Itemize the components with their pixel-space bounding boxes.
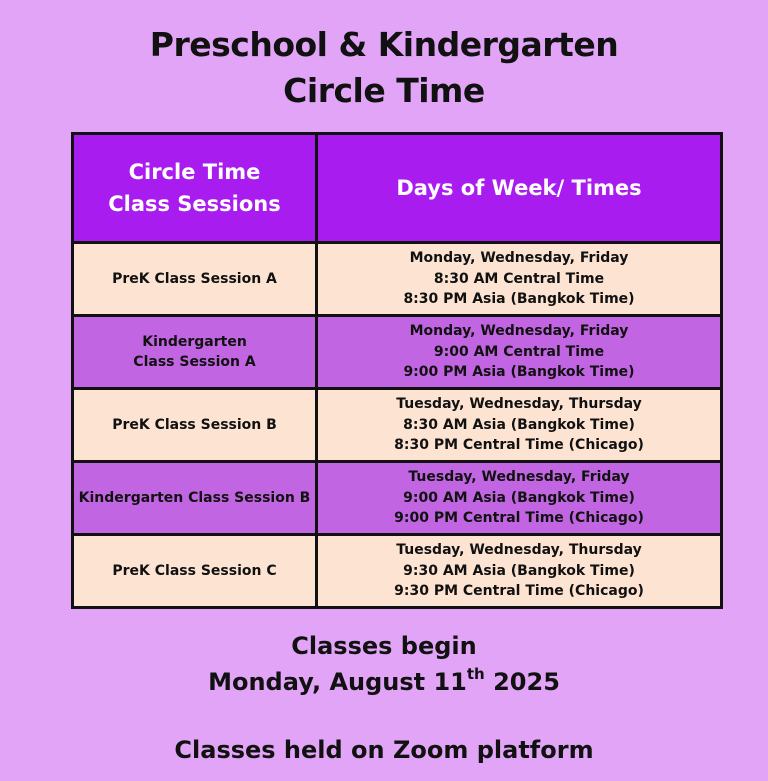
session-cell — [73, 462, 317, 535]
session-name: PreK Class Session A — [112, 270, 277, 287]
title-line-2: Circle Time — [283, 71, 485, 110]
session-days: Tuesday, Wednesday, Thursday — [396, 542, 642, 559]
title-line-1: Preschool & Kindergarten — [149, 25, 619, 64]
schedule-table — [71, 132, 723, 609]
session-name: Class Session A — [133, 354, 256, 370]
session-time: 9:00 AM Asia (Bangkok Time) — [403, 489, 635, 506]
session-cell — [73, 389, 317, 462]
session-time: 8:30 PM Central Time (Chicago) — [394, 437, 644, 454]
table-header-row — [73, 134, 722, 243]
session-days: Tuesday, Wednesday, Thursday — [396, 396, 642, 413]
header-circle-time-sessions — [73, 134, 317, 243]
times-cell — [317, 389, 722, 462]
session-name: Kindergarten Class Session B — [78, 489, 311, 506]
page-title — [0, 22, 768, 114]
start-date — [0, 664, 768, 700]
session-time: 8:30 PM Asia (Bangkok Time) — [403, 291, 635, 308]
start-date-prefix: Monday, August 11 — [208, 668, 467, 696]
session-time: 9:30 PM Central Time (Chicago) — [394, 583, 644, 600]
session-name: PreK Class Session C — [112, 562, 277, 579]
session-cell — [73, 316, 317, 389]
session-days: Monday, Wednesday, Friday — [409, 323, 629, 340]
header-col1-line: Circle Time — [128, 160, 261, 184]
start-date-year: 2025 — [493, 668, 560, 696]
session-time: 9:00 PM Central Time (Chicago) — [394, 510, 644, 527]
times-cell — [317, 316, 722, 389]
session-days: Tuesday, Wednesday, Friday — [408, 469, 630, 486]
start-date-ordinal: th — [466, 665, 485, 683]
session-name: PreK Class Session B — [112, 416, 277, 433]
table-row — [73, 535, 722, 608]
table-row — [73, 389, 722, 462]
times-cell — [317, 535, 722, 608]
table-row — [73, 243, 722, 316]
table-row — [73, 316, 722, 389]
session-time: 8:30 AM Asia (Bangkok Time) — [403, 416, 635, 433]
platform-note: Classes held on Zoom platform — [174, 736, 594, 764]
header-col1-line: Class Sessions — [108, 192, 281, 216]
session-time: 9:00 AM Central Time — [433, 343, 605, 360]
session-name: Kindergarten — [142, 333, 247, 350]
header-days-times — [317, 134, 722, 243]
times-cell — [317, 462, 722, 535]
session-time: 8:30 AM Central Time — [433, 270, 605, 287]
session-cell — [73, 535, 317, 608]
session-time: 9:30 AM Asia (Bangkok Time) — [403, 562, 635, 579]
session-cell — [73, 243, 317, 316]
session-time: 9:00 PM Asia (Bangkok Time) — [403, 364, 635, 381]
classes-begin-label: Classes begin — [291, 632, 477, 660]
session-days: Monday, Wednesday, Friday — [409, 250, 629, 267]
times-cell — [317, 243, 722, 316]
header-col2-line: Days of Week/ Times — [396, 176, 642, 200]
table-row — [73, 462, 722, 535]
